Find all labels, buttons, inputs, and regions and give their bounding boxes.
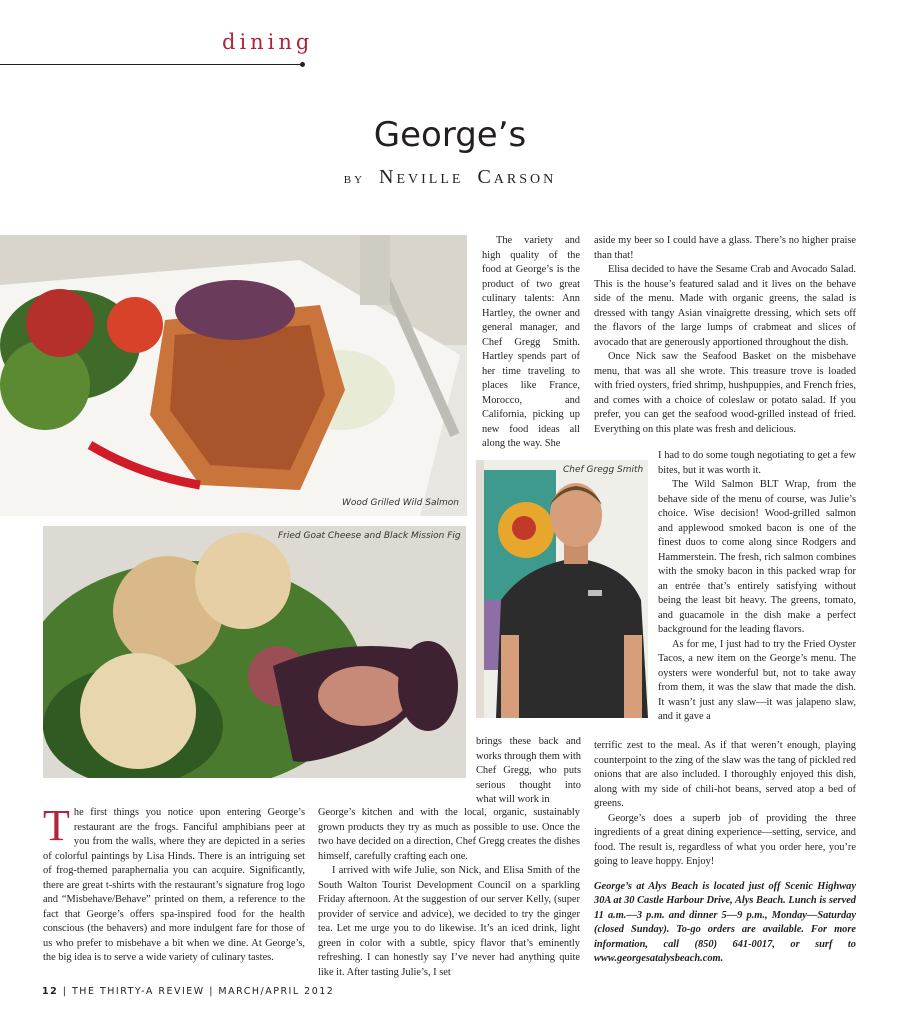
paragraph: Once Nick saw the Seafood Basket on the misbehave menu, that was all she wrote. This treasure trove is loaded with fried oysters, fried shrimp, hushpuppies, and French fries, and comes with a choice of coleslaw or potato salad. If you prefer, you can get the seafood wood-grilled instead of fried. Everything on this plate was fresh and delicious. bbox=[594, 351, 856, 435]
paragraph: George’s kitchen and with the local, organic, sustainably grown products they try as much as possible to use. Once the two have decided on a direction, Chef Gregg creates the dishes himself, carefully crafting each one. bbox=[318, 807, 580, 862]
column-2-top bbox=[482, 234, 580, 452]
byline-by: by bbox=[343, 170, 366, 187]
goat-cheese-caption: Fried Goat Cheese and Black Mission Fig bbox=[278, 531, 461, 541]
chef-caption: Chef Gregg Smith bbox=[563, 465, 644, 475]
paragraph: The Wild Salmon BLT Wrap, from the behave side of the menu of course, was Julie’s choice. Wise decision! Wood-grilled salmon and applewood smoked bacon is one of the finest duos to come along since Rodgers and Hammerstein. The fresh, rich salmon combines with the smoky bacon in this packed wrap for an entrée that’s entirely satisfying without being the least bit heavy. The greens, tomato, and guacamole in the dish make a perfect background for the leading flavors. bbox=[658, 479, 856, 635]
column-2-middle bbox=[476, 735, 581, 808]
paragraph: Elisa decided to have the Sesame Crab and Avocado Salad. This is the house’s featured salad and it lives on the behave side of the menu. Made with organic greens, the salad is dressed with tangy Asian vinaigrette dressing, which sets off the flavors of the large lumps of crabmeat and slices of avocado that are generously apportioned throughout the dish. bbox=[594, 264, 856, 348]
column-3-bottom bbox=[594, 739, 856, 967]
page-number: 12 bbox=[42, 986, 59, 997]
column-3-top bbox=[594, 234, 856, 437]
byline-initial-c: C bbox=[477, 166, 494, 188]
byline-first: EVILLE bbox=[396, 172, 464, 187]
salmon-caption: Wood Grilled Wild Salmon bbox=[342, 498, 459, 508]
byline-initial-n: N bbox=[379, 166, 397, 188]
byline-last: ARSON bbox=[493, 172, 557, 187]
column-1 bbox=[43, 801, 305, 966]
section-rule bbox=[0, 64, 302, 65]
salmon-photo bbox=[0, 235, 467, 516]
paragraph: terrific zest to the meal. As if that weren’t enough, playing counterpoint to the zing of the slaw was the tang of pickled red onions that are also included. I thoroughly enjoyed this dish, along with my side of chili-hot beans, served atop a bed of greens. bbox=[594, 740, 856, 809]
article-byline bbox=[0, 166, 900, 189]
restaurant-info: George’s at Alys Beach is located just off Scenic Highway 30A at 30 Castle Harbour Drive, Alys Beach. Lunch is served 11 a.m.—3 p.m. and dinner 5—9 p.m., Monday—Saturday (closed Sunday). To-go orders are available. For more information, call (850) 641-0017, or surf to www.georgesatalysbeach.com. bbox=[594, 880, 856, 964]
publication-name: THE THIRTY-A REVIEW bbox=[72, 986, 205, 997]
section-label: dining bbox=[222, 30, 314, 54]
paragraph: George’s does a superb job of providing the three ingredients of a great dining experience—setting, service, and food. The result is, regardless of what you order here, you’re going to leave hoppy. Enjoy! bbox=[594, 812, 856, 867]
page-footer bbox=[42, 986, 334, 997]
goat-cheese-photo bbox=[43, 526, 466, 778]
paragraph-lead: The first things you notice upon entering George’s restaurant are the frogs. Fanciful amphibians peer at you from the walls, where they are depicted in a series of colorful paintings by Lisa Hinds. There is an intriguing set of frog-themed paraphernalia you can acquire. Significantly, there are great t-shirts with the restaurant’s signature frog logo and “Misbehave/Behave” printed on them, a reference to the fact that George’s offers spa-inspired food for the health conscious (the behavers) and more indulgent fare for those of us who prefer to misbehave a bit when we dine. At George’s, the big idea is to serve a wide variety of culinary tastes. bbox=[43, 801, 305, 963]
chef-photo bbox=[476, 460, 648, 718]
column-3-side bbox=[658, 449, 856, 725]
footer-separator: | bbox=[209, 986, 214, 997]
paragraph: brings these back and works through them with Chef Gregg, who puts serious thought into what will work in bbox=[476, 736, 581, 805]
column-2-bottom bbox=[318, 806, 580, 980]
issue-date: MARCH/APRIL 2012 bbox=[218, 986, 335, 997]
section-rule-dot bbox=[300, 62, 305, 67]
paragraph: I had to do some tough negotiating to get a few bites, but it was worth it. bbox=[658, 450, 856, 476]
paragraph: I arrived with wife Julie, son Nick, and Elisa Smith of the South Walton Tourist Development Council on a sparkling Friday afternoon. At the suggestion of our server Kelly, (super provider of service and advice), we decided to try the ginger tea. Let me urge you to do likewise. It’s an iced drink, light green in color with a subtle, spicy flavor that’s eminently refreshing. I can honestly say I’ve never had anything quite like it. After tasting Julie’s, I set bbox=[318, 865, 580, 978]
footer-separator: | bbox=[62, 986, 68, 997]
article-title: George’s bbox=[373, 115, 527, 155]
paragraph: aside my beer so I could have a glass. There’s no higher praise than that! bbox=[594, 235, 856, 261]
paragraph: The variety and high quality of the food at George’s is the product of two great culinary talents: Ann Hartley, the owner and general manager, and Chef Gregg Smith. Hartley spends part of her time traveling to places like France, Morocco, and California, picking up new food ideas all along the way. She bbox=[482, 235, 580, 449]
paragraph: As for me, I just had to try the Fried Oyster Tacos, a new item on the George’s menu. The oysters were wonderful but, not to take away from them, it was the slaw that made the dish. It wasn’t just any slaw—it was jalapeno slaw, and it gave a bbox=[658, 638, 856, 722]
